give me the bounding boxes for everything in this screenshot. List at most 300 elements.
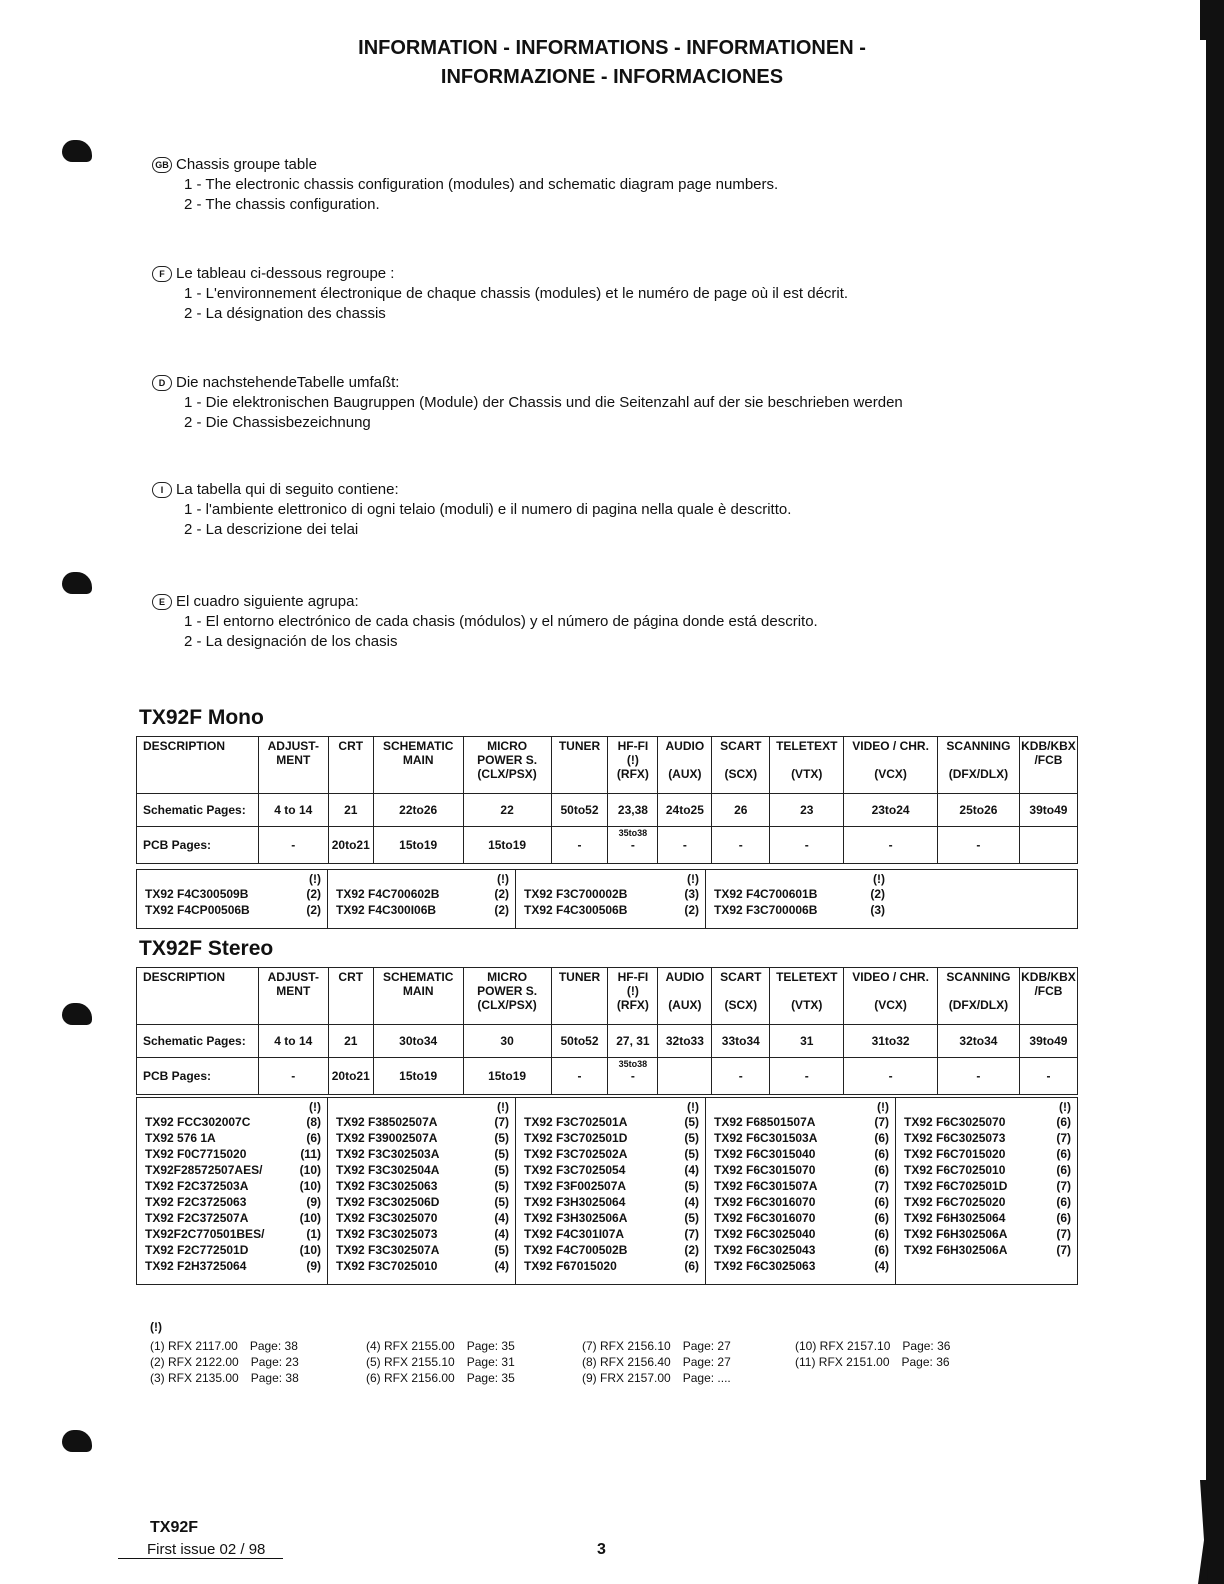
reference-row xyxy=(714,1242,889,1258)
reference-code: TX92 F4C300509B xyxy=(145,887,249,901)
reference-row xyxy=(336,1130,509,1146)
reference-note: (5) xyxy=(684,1211,699,1225)
reference-code: TX92 F6C702501D xyxy=(904,1179,1008,1193)
column-header xyxy=(844,737,938,794)
page-title xyxy=(0,34,1224,92)
reference-note: (6) xyxy=(1056,1163,1071,1177)
pcb-cell xyxy=(328,1058,373,1095)
exclaim-marker: (!) xyxy=(687,1100,699,1114)
reference-code: TX92 F3C702501A xyxy=(524,1115,628,1129)
pcb-cell xyxy=(137,827,259,864)
reference-note: (2) xyxy=(306,887,321,901)
header-line: (SCX) xyxy=(724,767,758,781)
reference-row xyxy=(336,886,509,902)
reference-code: TX92 F3C3025063 xyxy=(336,1179,438,1193)
language-item: 1 - l'ambiente elettronico di ogni telaio (moduli) e il numero di pagina nella quale è descritto. xyxy=(184,501,792,518)
header-line xyxy=(845,753,936,767)
language-item: 2 - The chassis configuration. xyxy=(184,196,380,213)
reference-code: TX92 F6C3016070 xyxy=(714,1211,816,1225)
reference-note: (5) xyxy=(494,1195,509,1209)
pcb-cell xyxy=(1019,827,1077,864)
language-heading xyxy=(152,155,778,175)
header-line xyxy=(659,753,710,767)
heading-text: Le tableau ci-dessous regroupe : xyxy=(176,265,395,282)
header-row xyxy=(137,737,1078,794)
footnote-column xyxy=(366,1338,515,1386)
column-header xyxy=(551,737,608,794)
header-line xyxy=(939,753,1018,767)
column-header xyxy=(258,968,328,1025)
reference-code: TX92 F3C7025010 xyxy=(336,1259,438,1273)
pcb-cell xyxy=(137,1058,259,1095)
footnote-page: Page: 27 xyxy=(682,1355,731,1369)
registration-mark xyxy=(62,1430,92,1452)
reference-note: (8) xyxy=(306,1115,321,1129)
pcb-value: - xyxy=(976,1069,981,1083)
language-item: 2 - La designación de los chasis xyxy=(184,633,398,650)
reference-note: (5) xyxy=(494,1243,509,1257)
reference-code: TX92 FCC302007C xyxy=(145,1115,251,1129)
pcb-value: 15to19 xyxy=(488,1069,527,1083)
reference-row xyxy=(336,1178,509,1194)
reference-code: TX92 F3H3025064 xyxy=(524,1195,626,1209)
reference-note: (10) xyxy=(299,1211,321,1225)
header-line: (!) xyxy=(626,984,639,998)
pcb-value: PCB Pages: xyxy=(143,838,212,852)
header-line: ADJUST- xyxy=(267,739,319,753)
header-line: TELETEXT xyxy=(776,970,838,984)
schematic-cell: Schematic Pages: xyxy=(137,794,259,827)
header-line: SCHEMATIC xyxy=(382,739,454,753)
reference-code: TX92 F3C702502A xyxy=(524,1147,628,1161)
reference-code: TX92 F4C700601B xyxy=(714,887,818,901)
footnote-ref: (7) RFX 2156.10 xyxy=(582,1339,671,1353)
pcb-cell xyxy=(1019,1058,1077,1095)
reference-code: TX92 F0C7715020 xyxy=(145,1147,247,1161)
footnote-column xyxy=(582,1338,731,1386)
language-badge: GB xyxy=(152,157,172,173)
reference-code: TX92 F39002507A xyxy=(336,1131,438,1145)
column-header xyxy=(937,968,1019,1025)
reference-code: TX92 F6C3025073 xyxy=(904,1131,1006,1145)
column-header xyxy=(608,737,658,794)
reference-row xyxy=(524,1258,699,1274)
header-line: VIDEO / CHR. xyxy=(852,970,929,984)
heading-text: Chassis groupe table xyxy=(176,156,317,173)
reference-note: (3) xyxy=(870,903,885,917)
reference-note: (2) xyxy=(684,1243,699,1257)
exclaim-marker: (!) xyxy=(873,872,885,886)
reference-code: TX92 F4C301I07A xyxy=(524,1227,625,1241)
pcb-value: - xyxy=(976,838,981,852)
footnote-ref: (2) RFX 2122.00 xyxy=(150,1355,239,1369)
reference-note: (7) xyxy=(1056,1227,1071,1241)
reference-row xyxy=(145,1194,321,1210)
schematic-cell: 21 xyxy=(328,794,373,827)
pcb-cell xyxy=(551,827,608,864)
header-line: (DFX/DLX) xyxy=(948,998,1009,1012)
footnote-page: Page: 36 xyxy=(901,1355,950,1369)
reference-note: (9) xyxy=(306,1195,321,1209)
reference-note: (7) xyxy=(1056,1243,1071,1257)
language-section xyxy=(152,264,848,324)
reference-column xyxy=(137,870,327,928)
header-line: (VTX) xyxy=(791,998,823,1012)
column-header xyxy=(137,968,259,1025)
reference-row xyxy=(336,1162,509,1178)
reference-row xyxy=(714,1210,889,1226)
reference-note: (5) xyxy=(494,1131,509,1145)
reference-row xyxy=(904,1130,1071,1146)
header-line: SCANNING xyxy=(946,739,1011,753)
schematic-pages-row xyxy=(137,1025,1078,1058)
footnote xyxy=(795,1338,950,1354)
reference-note: (2) xyxy=(684,903,699,917)
reference-code: TX92 F6C7025020 xyxy=(904,1195,1006,1209)
footnote-ref: (3) RFX 2135.00 xyxy=(150,1371,239,1385)
footnote-ref: (11) RFX 2151.00 xyxy=(795,1355,890,1369)
reference-code: TX92 F38502507A xyxy=(336,1115,438,1129)
column-header xyxy=(937,737,1019,794)
reference-column xyxy=(137,1098,327,1284)
footnote-page: Page: 35 xyxy=(466,1339,515,1353)
header-line: (!) xyxy=(626,753,639,767)
column-header xyxy=(551,968,608,1025)
footnote-ref: (10) RFX 2157.10 xyxy=(795,1339,891,1353)
pcb-value: - xyxy=(888,1069,893,1083)
schematic-cell: 27, 31 xyxy=(608,1025,658,1058)
registration-mark xyxy=(62,572,92,594)
schematic-cell: 33to34 xyxy=(712,1025,770,1058)
footnotes-heading: (!) xyxy=(150,1320,162,1334)
header-line: CRT xyxy=(338,970,364,984)
reference-code: TX92 F6C3025063 xyxy=(714,1259,816,1273)
pcb-pages-row xyxy=(137,1058,1078,1095)
footnote-page: Page: .... xyxy=(682,1371,731,1385)
reference-note: (6) xyxy=(874,1163,889,1177)
reference-code: TX92 F3C700002B xyxy=(524,887,628,901)
reference-code: TX92 F2C372507A xyxy=(145,1211,249,1225)
footnote xyxy=(150,1354,299,1370)
reference-note: (4) xyxy=(874,1259,889,1273)
reference-row xyxy=(145,1162,321,1178)
pcb-value: - xyxy=(738,1069,743,1083)
header-line: (CLX/PSX) xyxy=(477,767,537,781)
reference-note: (6) xyxy=(1056,1147,1071,1161)
reference-row xyxy=(524,902,699,918)
schematic-cell: 30to34 xyxy=(373,1025,463,1058)
stereo-section-title: TX92F Stereo xyxy=(139,937,274,960)
column-header xyxy=(658,968,712,1025)
reference-note: (6) xyxy=(874,1147,889,1161)
reference-note: (7) xyxy=(494,1115,509,1129)
reference-code: TX92 F6C301507A xyxy=(714,1179,818,1193)
reference-row xyxy=(714,1146,889,1162)
exclaim-marker: (!) xyxy=(497,872,509,886)
header-line: TUNER xyxy=(558,970,601,984)
scan-edge xyxy=(1154,0,1224,1584)
mono-spec-table xyxy=(136,736,1078,864)
column-header xyxy=(463,737,551,794)
column-header xyxy=(770,968,844,1025)
reference-note: (5) xyxy=(684,1179,699,1193)
reference-row xyxy=(524,1226,699,1242)
footnote xyxy=(582,1370,731,1386)
column-header xyxy=(770,737,844,794)
column-header xyxy=(373,968,463,1025)
reference-row xyxy=(145,1130,321,1146)
header-line xyxy=(845,984,936,998)
header-line: HF-FI xyxy=(617,970,649,984)
reference-row xyxy=(904,1210,1071,1226)
language-badge: I xyxy=(152,482,172,498)
reference-row xyxy=(524,1194,699,1210)
reference-column xyxy=(515,870,705,928)
header-line: POWER S. xyxy=(477,753,538,767)
pcb-value: - xyxy=(291,838,296,852)
mono-section-title: TX92F Mono xyxy=(139,706,264,729)
language-item: 2 - Die Chassisbezeichnung xyxy=(184,414,371,431)
header-line: (RFX) xyxy=(616,767,649,781)
reference-row xyxy=(336,1258,509,1274)
schematic-cell: 39to49 xyxy=(1019,1025,1077,1058)
header-line: /FCB xyxy=(1034,984,1063,998)
pcb-cell xyxy=(373,827,463,864)
reference-row xyxy=(336,1210,509,1226)
reference-note: (5) xyxy=(684,1115,699,1129)
reference-code: TX92 F6C3016070 xyxy=(714,1195,816,1209)
header-line: AUDIO xyxy=(665,739,705,753)
footnote-page: Page: 38 xyxy=(250,1371,299,1385)
reference-note: (2) xyxy=(494,903,509,917)
language-badge: D xyxy=(152,375,172,391)
reference-row xyxy=(904,1242,1071,1258)
reference-code: TX92 F6C7025010 xyxy=(904,1163,1006,1177)
header-line: (CLX/PSX) xyxy=(477,998,537,1012)
reference-note: (2) xyxy=(306,903,321,917)
reference-note: (11) xyxy=(300,1147,321,1161)
reference-row xyxy=(524,1210,699,1226)
language-section xyxy=(152,155,778,215)
reference-row xyxy=(145,1210,321,1226)
footnote-ref: (9) FRX 2157.00 xyxy=(582,1371,671,1385)
header-line: (VCX) xyxy=(874,998,907,1012)
reference-code: TX92 F6C7015020 xyxy=(904,1147,1006,1161)
header-line: AUDIO xyxy=(665,970,705,984)
reference-note: (4) xyxy=(684,1195,699,1209)
reference-row xyxy=(524,886,699,902)
reference-row xyxy=(336,1114,509,1130)
reference-row xyxy=(714,1162,889,1178)
header-line: SCART xyxy=(720,739,762,753)
reference-row xyxy=(145,1258,321,1274)
reference-code: TX92 F3C302507A xyxy=(336,1243,440,1257)
reference-row xyxy=(714,1114,889,1130)
reference-row xyxy=(524,1178,699,1194)
language-item: 2 - La descrizione dei telai xyxy=(184,521,359,538)
reference-note: (10) xyxy=(299,1243,321,1257)
reference-row xyxy=(904,1146,1071,1162)
reference-note: (1) xyxy=(306,1227,321,1241)
reference-row xyxy=(524,1130,699,1146)
reference-note: (4) xyxy=(684,1163,699,1177)
footnotes xyxy=(150,1320,951,1385)
language-item: 1 - El entorno electrónico de cada chasis (módulos) y el número de página donde está descrito. xyxy=(184,613,818,630)
schematic-cell: 26 xyxy=(712,794,770,827)
column-header xyxy=(712,968,770,1025)
header-line xyxy=(713,984,768,998)
reference-code: TX92 F4C300506B xyxy=(524,903,628,917)
reference-note: (10) xyxy=(299,1163,321,1177)
pcb-cell xyxy=(844,1058,938,1095)
header-line: MICRO xyxy=(487,970,528,984)
reference-code: TX92 F3C302506D xyxy=(336,1195,440,1209)
reference-row xyxy=(145,1178,321,1194)
heading-text: Die nachstehendeTabelle umfaßt: xyxy=(176,374,400,391)
reference-code: TX92 F3C702501D xyxy=(524,1131,628,1145)
reference-code: TX92 F3C3025070 xyxy=(336,1211,438,1225)
pcb-sub-note: 35to38 xyxy=(618,1059,648,1069)
title-line-2: INFORMAZIONE - INFORMACIONES xyxy=(440,66,784,88)
footnote-ref: (8) RFX 2156.40 xyxy=(582,1355,671,1369)
pcb-value: 15to19 xyxy=(399,838,438,852)
footnote-ref: (1) RFX 2117.00 xyxy=(150,1339,238,1353)
column-header xyxy=(328,968,373,1025)
reference-note: (6) xyxy=(874,1243,889,1257)
reference-row xyxy=(524,1162,699,1178)
header-line xyxy=(771,984,842,998)
reference-code: TX92 F6C3015040 xyxy=(714,1147,816,1161)
schematic-cell: 23,38 xyxy=(608,794,658,827)
pcb-cell xyxy=(463,827,551,864)
pcb-cell xyxy=(712,827,770,864)
schematic-cell: 31 xyxy=(770,1025,844,1058)
pcb-cell xyxy=(551,1058,608,1095)
reference-note: (7) xyxy=(874,1115,889,1129)
reference-row xyxy=(145,886,321,902)
header-line xyxy=(771,753,842,767)
footnote-ref: (4) RFX 2155.00 xyxy=(366,1339,455,1353)
reference-row xyxy=(336,1242,509,1258)
reference-row xyxy=(904,1226,1071,1242)
reference-note: (6) xyxy=(1056,1211,1071,1225)
schematic-cell: Schematic Pages: xyxy=(137,1025,259,1058)
header-line: SCHEMATIC xyxy=(382,970,454,984)
footnote-page: Page: 38 xyxy=(249,1339,298,1353)
header-line: HF-FI xyxy=(617,739,649,753)
header-line: TUNER xyxy=(558,739,601,753)
header-line: POWER S. xyxy=(477,984,538,998)
pcb-cell xyxy=(712,1058,770,1095)
pcb-cell xyxy=(844,827,938,864)
header-line: /FCB xyxy=(1034,753,1063,767)
reference-row xyxy=(145,1146,321,1162)
reference-column xyxy=(705,1098,895,1284)
pcb-value: - xyxy=(738,838,743,852)
reference-note: (4) xyxy=(494,1227,509,1241)
header-line: (AUX) xyxy=(668,998,702,1012)
reference-code: TX92 F6C3025040 xyxy=(714,1227,816,1241)
reference-row xyxy=(714,902,885,918)
language-item: 2 - La désignation des chassis xyxy=(184,305,386,322)
pcb-cell xyxy=(608,1058,658,1095)
reference-note: (6) xyxy=(874,1227,889,1241)
reference-column xyxy=(515,1098,705,1284)
reference-row xyxy=(904,1194,1071,1210)
exclaim-marker: (!) xyxy=(309,872,321,886)
reference-code: TX92 F2C3725063 xyxy=(145,1195,247,1209)
reference-note: (7) xyxy=(1056,1179,1071,1193)
reference-code: TX92F28572507AES/ xyxy=(145,1163,263,1177)
reference-row xyxy=(904,1162,1071,1178)
reference-row xyxy=(145,902,321,918)
reference-code: TX92 F6C3015070 xyxy=(714,1163,816,1177)
reference-note: (9) xyxy=(306,1259,321,1273)
pcb-cell xyxy=(608,827,658,864)
footnote xyxy=(366,1354,515,1370)
pcb-cell xyxy=(937,827,1019,864)
column-header xyxy=(844,968,938,1025)
reference-code: TX92 F3C3025073 xyxy=(336,1227,438,1241)
header-row xyxy=(137,968,1078,1025)
reference-row xyxy=(524,1242,699,1258)
pcb-cell xyxy=(258,827,328,864)
column-header xyxy=(373,737,463,794)
language-badge: E xyxy=(152,594,172,610)
schematic-cell: 21 xyxy=(328,1025,373,1058)
pcb-cell xyxy=(463,1058,551,1095)
reference-note: (2) xyxy=(870,887,885,901)
pcb-value: 20to21 xyxy=(331,838,370,852)
footnote xyxy=(366,1370,515,1386)
schematic-cell: 30 xyxy=(463,1025,551,1058)
pcb-value: - xyxy=(888,838,893,852)
footnote-column xyxy=(795,1338,950,1370)
header-line: CRT xyxy=(338,739,364,753)
heading-text: La tabella qui di seguito contiene: xyxy=(176,481,399,498)
footnote xyxy=(582,1338,731,1354)
reference-note: (6) xyxy=(874,1195,889,1209)
reference-note: (3) xyxy=(684,887,699,901)
header-line: ADJUST- xyxy=(267,970,319,984)
reference-code: TX92 F4CP00506B xyxy=(145,903,250,917)
reference-row xyxy=(714,886,885,902)
column-header xyxy=(463,968,551,1025)
pcb-value: - xyxy=(1046,1069,1051,1083)
pcb-value: - xyxy=(804,838,809,852)
language-heading xyxy=(152,480,791,500)
pcb-value: - xyxy=(291,1069,296,1083)
reference-code: TX92 F6H302506A xyxy=(904,1243,1008,1257)
reference-code: TX92 F6H302506A xyxy=(904,1227,1008,1241)
reference-code: TX92 F68501507A xyxy=(714,1115,816,1129)
reference-row xyxy=(336,1226,509,1242)
reference-row xyxy=(145,1242,321,1258)
footnote-ref: (6) RFX 2156.00 xyxy=(366,1371,455,1385)
schematic-cell: 22to26 xyxy=(373,794,463,827)
reference-code: TX92 F4C700602B xyxy=(336,887,440,901)
footnote-ref: (5) RFX 2155.10 xyxy=(366,1355,455,1369)
footnote xyxy=(795,1354,950,1370)
language-section xyxy=(152,373,903,433)
reference-code: TX92 F6C3025070 xyxy=(904,1115,1006,1129)
exclaim-marker: (!) xyxy=(309,1100,321,1114)
footnote-column xyxy=(150,1338,299,1386)
column-header xyxy=(712,737,770,794)
column-header xyxy=(1019,737,1077,794)
column-header xyxy=(608,968,658,1025)
pcb-value: - xyxy=(577,1069,582,1083)
